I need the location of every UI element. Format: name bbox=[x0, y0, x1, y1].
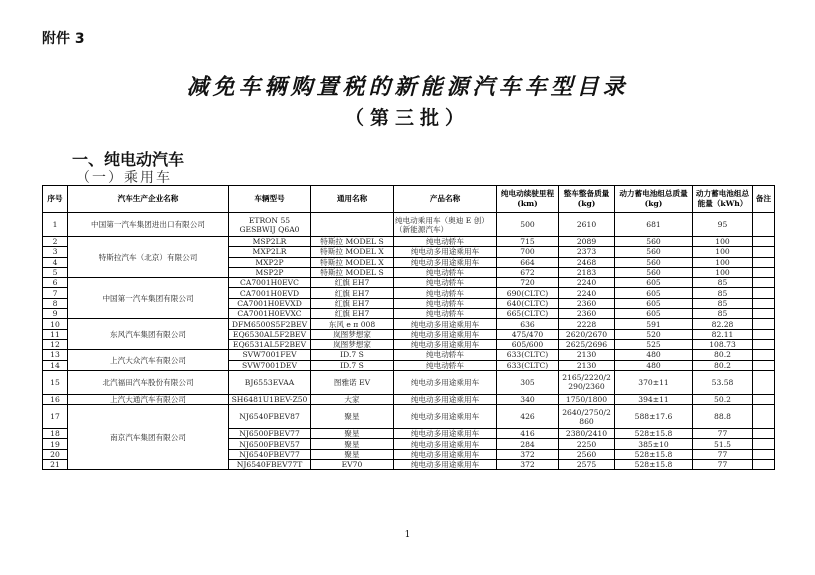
cell-remark bbox=[753, 298, 775, 308]
cell-common-name: 红旗 EH7 bbox=[311, 288, 394, 298]
cell-curb-mass: 2183 bbox=[559, 267, 615, 277]
cell-common-name: 特斯拉 MODEL S bbox=[311, 237, 394, 247]
cell-remark bbox=[753, 213, 775, 237]
cell-battery-energy: 77 bbox=[693, 449, 753, 459]
cell-battery-energy: 100 bbox=[693, 247, 753, 257]
cell-battery-mass: 605 bbox=[615, 309, 693, 319]
cell-model: NJ6500FBEV57 bbox=[229, 439, 311, 449]
cell-common-name: 特斯拉 MODEL S bbox=[311, 267, 394, 277]
cell-range: 690(CLTC) bbox=[497, 288, 559, 298]
cell-curb-mass: 2130 bbox=[559, 350, 615, 360]
header-battery-energy: 动力蓄电池组总能量（kWh） bbox=[693, 186, 753, 213]
cell-remark bbox=[753, 429, 775, 439]
table-row bbox=[43, 213, 775, 237]
document-subtitle: （第三批） bbox=[344, 107, 470, 129]
cell-battery-energy: 85 bbox=[693, 288, 753, 298]
cell-range: 605/600 bbox=[497, 339, 559, 349]
cell-no: 5 bbox=[43, 267, 68, 277]
cell-curb-mass: 2250 bbox=[559, 439, 615, 449]
cell-product: 纯电动轿车 bbox=[394, 298, 497, 308]
cell-curb-mass: 2625/2696 bbox=[559, 339, 615, 349]
cell-no: 1 bbox=[43, 213, 68, 237]
cell-remark bbox=[753, 439, 775, 449]
cell-battery-energy: 50.2 bbox=[693, 394, 753, 404]
cell-battery-energy: 77 bbox=[693, 429, 753, 439]
cell-battery-mass: 370±11 bbox=[615, 370, 693, 394]
cell-no: 7 bbox=[43, 288, 68, 298]
cell-battery-mass: 605 bbox=[615, 288, 693, 298]
cell-no: 2 bbox=[43, 237, 68, 247]
cell-no: 6 bbox=[43, 278, 68, 288]
cell-remark bbox=[753, 237, 775, 247]
cell-curb-mass: 2380/2410 bbox=[559, 429, 615, 439]
cell-no: 4 bbox=[43, 257, 68, 267]
cell-range: 664 bbox=[497, 257, 559, 267]
cell-range: 715 bbox=[497, 237, 559, 247]
cell-battery-mass: 528±15.8 bbox=[615, 449, 693, 459]
cell-range: 640(CLTC) bbox=[497, 298, 559, 308]
cell-product: 纯电动轿车 bbox=[394, 288, 497, 298]
cell-model: ETRON 55 GESBWIJ Q6A0 bbox=[229, 213, 311, 237]
cell-product: 纯电动多用途乘用车 bbox=[394, 439, 497, 449]
cell-model: MXP2P bbox=[229, 257, 311, 267]
cell-battery-mass: 528±15.8 bbox=[615, 460, 693, 470]
cell-range: 475/470 bbox=[497, 329, 559, 339]
cell-remark bbox=[753, 449, 775, 459]
cell-range: 672 bbox=[497, 267, 559, 277]
cell-common-name: ID.7 S bbox=[311, 360, 394, 370]
cell-common-name: 岚图梦想家 bbox=[311, 329, 394, 339]
cell-product: 纯电动多用途乘用车 bbox=[394, 405, 497, 429]
header-common-name: 通用名称 bbox=[311, 186, 394, 213]
cell-product: 纯电动多用途乘用车 bbox=[394, 394, 497, 404]
cell-battery-energy: 51.5 bbox=[693, 439, 753, 449]
cell-no: 16 bbox=[43, 394, 68, 404]
cell-range: 720 bbox=[497, 278, 559, 288]
table-row bbox=[43, 394, 775, 404]
cell-common-name: 特斯拉 MODEL X bbox=[311, 257, 394, 267]
table-header-row bbox=[43, 186, 775, 213]
cell-battery-mass: 525 bbox=[615, 339, 693, 349]
cell-product: 纯电动轿车 bbox=[394, 267, 497, 277]
cell-common-name: 特斯拉 MODEL X bbox=[311, 247, 394, 257]
cell-range: 500 bbox=[497, 213, 559, 237]
cell-no: 9 bbox=[43, 309, 68, 319]
cell-common-name: 大家 bbox=[311, 394, 394, 404]
table-row bbox=[43, 278, 775, 288]
cell-battery-mass: 560 bbox=[615, 267, 693, 277]
cell-battery-mass: 520 bbox=[615, 329, 693, 339]
cell-range: 700 bbox=[497, 247, 559, 257]
page-number: 1 bbox=[404, 530, 411, 540]
cell-no: 19 bbox=[43, 439, 68, 449]
cell-model: MSP2LR bbox=[229, 237, 311, 247]
table-row bbox=[43, 237, 775, 247]
cell-model: MXP2LR bbox=[229, 247, 311, 257]
cell-remark bbox=[753, 405, 775, 429]
cell-curb-mass: 2240 bbox=[559, 288, 615, 298]
cell-curb-mass: 2228 bbox=[559, 319, 615, 329]
cell-model: NJ6540FBEV87 bbox=[229, 405, 311, 429]
cell-battery-energy: 95 bbox=[693, 213, 753, 237]
cell-product: 纯电动乘用车（奥迪 E 创）（新能源汽车） bbox=[394, 213, 497, 237]
cell-battery-energy: 85 bbox=[693, 309, 753, 319]
cell-model: CA7001H0EVD bbox=[229, 288, 311, 298]
cell-model: DFM6500S5F2BEV bbox=[229, 319, 311, 329]
cell-common-name: 红旗 EH7 bbox=[311, 309, 394, 319]
cell-common-name: 聚星 bbox=[311, 449, 394, 459]
cell-battery-mass: 480 bbox=[615, 360, 693, 370]
cell-battery-energy: 85 bbox=[693, 278, 753, 288]
cell-model: CA7001H0EVXC bbox=[229, 309, 311, 319]
header-curb-mass: 整车整备质量(kg) bbox=[559, 186, 615, 213]
cell-remark bbox=[753, 267, 775, 277]
cell-range: 340 bbox=[497, 394, 559, 404]
cell-no: 14 bbox=[43, 360, 68, 370]
cell-curb-mass: 2089 bbox=[559, 237, 615, 247]
cell-battery-mass: 560 bbox=[615, 237, 693, 247]
cell-model: EQ6531AL5F2BEV bbox=[229, 339, 311, 349]
cell-common-name bbox=[311, 213, 394, 237]
cell-battery-energy: 108.73 bbox=[693, 339, 753, 349]
cell-product: 纯电动多用途乘用车 bbox=[394, 449, 497, 459]
cell-battery-mass: 560 bbox=[615, 247, 693, 257]
cell-battery-energy: 53.58 bbox=[693, 370, 753, 394]
cell-remark bbox=[753, 278, 775, 288]
cell-curb-mass: 2360 bbox=[559, 309, 615, 319]
cell-curb-mass: 2575 bbox=[559, 460, 615, 470]
document-title: 减免车辆购置税的新能源汽车车型目录 bbox=[186, 74, 629, 100]
cell-company: 东风汽车集团有限公司 bbox=[68, 319, 229, 350]
cell-curb-mass: 2360 bbox=[559, 298, 615, 308]
cell-battery-energy: 80.2 bbox=[693, 350, 753, 360]
cell-curb-mass: 2610 bbox=[559, 213, 615, 237]
cell-product: 纯电动多用途乘用车 bbox=[394, 319, 497, 329]
cell-product: 纯电动轿车 bbox=[394, 237, 497, 247]
cell-product: 纯电动轿车 bbox=[394, 309, 497, 319]
cell-curb-mass: 2165/2220/2290/2360 bbox=[559, 370, 615, 394]
cell-company: 南京汽车集团有限公司 bbox=[68, 405, 229, 470]
cell-curb-mass: 2373 bbox=[559, 247, 615, 257]
header-remark: 备注 bbox=[753, 186, 775, 213]
section-heading: 一、纯电动汽车 bbox=[72, 150, 185, 169]
cell-battery-mass: 394±11 bbox=[615, 394, 693, 404]
cell-battery-mass: 681 bbox=[615, 213, 693, 237]
cell-battery-energy: 77 bbox=[693, 460, 753, 470]
cell-curb-mass: 2130 bbox=[559, 360, 615, 370]
cell-no: 3 bbox=[43, 247, 68, 257]
cell-battery-energy: 100 bbox=[693, 257, 753, 267]
cell-company: 特斯拉汽车（北京）有限公司 bbox=[68, 237, 229, 278]
cell-company: 上汽大众汽车有限公司 bbox=[68, 350, 229, 371]
cell-battery-mass: 528±15.8 bbox=[615, 429, 693, 439]
cell-range: 416 bbox=[497, 429, 559, 439]
cell-common-name: 聚星 bbox=[311, 439, 394, 449]
cell-no: 15 bbox=[43, 370, 68, 394]
cell-no: 20 bbox=[43, 449, 68, 459]
cell-common-name: 聚星 bbox=[311, 405, 394, 429]
cell-model: SVW7001DEV bbox=[229, 360, 311, 370]
cell-range: 665(CLTC) bbox=[497, 309, 559, 319]
header-product: 产品名称 bbox=[394, 186, 497, 213]
cell-model: NJ6540FBEV77T bbox=[229, 460, 311, 470]
cell-battery-mass: 385±10 bbox=[615, 439, 693, 449]
cell-product: 纯电动轿车 bbox=[394, 360, 497, 370]
cell-common-name: ID.7 S bbox=[311, 350, 394, 360]
cell-remark bbox=[753, 460, 775, 470]
cell-remark bbox=[753, 350, 775, 360]
cell-curb-mass: 2640/2750/2860 bbox=[559, 405, 615, 429]
cell-common-name: 岚图梦想家 bbox=[311, 339, 394, 349]
cell-company: 中国第一汽车集团进出口有限公司 bbox=[68, 213, 229, 237]
cell-battery-mass: 605 bbox=[615, 298, 693, 308]
cell-range: 372 bbox=[497, 460, 559, 470]
header-company: 汽车生产企业名称 bbox=[68, 186, 229, 213]
cell-battery-mass: 588±17.6 bbox=[615, 405, 693, 429]
cell-range: 426 bbox=[497, 405, 559, 429]
header-model: 车辆型号 bbox=[229, 186, 311, 213]
cell-product: 纯电动轿车 bbox=[394, 278, 497, 288]
cell-range: 372 bbox=[497, 449, 559, 459]
cell-product: 纯电动多用途乘用车 bbox=[394, 329, 497, 339]
cell-model: EQ6530AL5F2BEV bbox=[229, 329, 311, 339]
cell-product: 纯电动多用途乘用车 bbox=[394, 257, 497, 267]
cell-curb-mass: 2560 bbox=[559, 449, 615, 459]
cell-battery-energy: 82.11 bbox=[693, 329, 753, 339]
cell-common-name: 东风 e π 008 bbox=[311, 319, 394, 329]
cell-product: 纯电动多用途乘用车 bbox=[394, 429, 497, 439]
cell-product: 纯电动多用途乘用车 bbox=[394, 460, 497, 470]
cell-model: SVW7001FEV bbox=[229, 350, 311, 360]
table-row bbox=[43, 405, 775, 429]
header-no: 序号 bbox=[43, 186, 68, 213]
cell-battery-mass: 605 bbox=[615, 278, 693, 288]
cell-no: 13 bbox=[43, 350, 68, 360]
cell-product: 纯电动多用途乘用车 bbox=[394, 247, 497, 257]
cell-no: 11 bbox=[43, 329, 68, 339]
cell-model: CA7001H0EVC bbox=[229, 278, 311, 288]
table-row bbox=[43, 350, 775, 360]
cell-range: 284 bbox=[497, 439, 559, 449]
cell-no: 10 bbox=[43, 319, 68, 329]
header-battery-mass: 动力蓄电池组总质量(kg) bbox=[615, 186, 693, 213]
cell-model: NJ6540FBEV77 bbox=[229, 449, 311, 459]
cell-remark bbox=[753, 360, 775, 370]
cell-no: 12 bbox=[43, 339, 68, 349]
cell-product: 纯电动轿车 bbox=[394, 350, 497, 360]
cell-battery-energy: 80.2 bbox=[693, 360, 753, 370]
subsection-heading: （一）乘用车 bbox=[76, 170, 172, 186]
cell-common-name: EV70 bbox=[311, 460, 394, 470]
table-row bbox=[43, 319, 775, 329]
cell-common-name: 红旗 EH7 bbox=[311, 278, 394, 288]
cell-battery-mass: 480 bbox=[615, 350, 693, 360]
cell-no: 17 bbox=[43, 405, 68, 429]
cell-range: 305 bbox=[497, 370, 559, 394]
cell-product: 纯电动多用途乘用车 bbox=[394, 370, 497, 394]
cell-remark bbox=[753, 370, 775, 394]
cell-remark bbox=[753, 339, 775, 349]
cell-curb-mass: 2620/2670 bbox=[559, 329, 615, 339]
cell-range: 633(CLTC) bbox=[497, 360, 559, 370]
cell-remark bbox=[753, 257, 775, 267]
cell-remark bbox=[753, 309, 775, 319]
cell-curb-mass: 1750/1800 bbox=[559, 394, 615, 404]
cell-model: SH6481U1BEV-Z50 bbox=[229, 394, 311, 404]
cell-company: 中国第一汽车集团有限公司 bbox=[68, 278, 229, 319]
cell-battery-energy: 100 bbox=[693, 237, 753, 247]
header-range: 纯电动续驶里程(km) bbox=[497, 186, 559, 213]
cell-model: CA7001H0EVXD bbox=[229, 298, 311, 308]
cell-no: 8 bbox=[43, 298, 68, 308]
cell-common-name: 聚星 bbox=[311, 429, 394, 439]
cell-remark bbox=[753, 394, 775, 404]
cell-battery-energy: 88.8 bbox=[693, 405, 753, 429]
cell-remark bbox=[753, 247, 775, 257]
cell-range: 633(CLTC) bbox=[497, 350, 559, 360]
cell-model: MSP2P bbox=[229, 267, 311, 277]
table-row bbox=[43, 370, 775, 394]
cell-remark bbox=[753, 319, 775, 329]
cell-model: NJ6500FBEV77 bbox=[229, 429, 311, 439]
cell-no: 21 bbox=[43, 460, 68, 470]
cell-remark bbox=[753, 329, 775, 339]
cell-battery-energy: 82.28 bbox=[693, 319, 753, 329]
attachment-label: 附件 3 bbox=[42, 31, 85, 47]
vehicle-catalog-table bbox=[42, 185, 775, 470]
cell-curb-mass: 2240 bbox=[559, 278, 615, 288]
cell-model: BJ6553EVAA bbox=[229, 370, 311, 394]
cell-company: 上汽大通汽车有限公司 bbox=[68, 394, 229, 404]
cell-battery-mass: 591 bbox=[615, 319, 693, 329]
cell-company: 北汽福田汽车股份有限公司 bbox=[68, 370, 229, 394]
cell-common-name: 红旗 EH7 bbox=[311, 298, 394, 308]
cell-no: 18 bbox=[43, 429, 68, 439]
cell-battery-energy: 100 bbox=[693, 267, 753, 277]
cell-battery-energy: 85 bbox=[693, 298, 753, 308]
cell-battery-mass: 560 bbox=[615, 257, 693, 267]
cell-remark bbox=[753, 288, 775, 298]
cell-range: 636 bbox=[497, 319, 559, 329]
cell-curb-mass: 2468 bbox=[559, 257, 615, 267]
cell-common-name: 图雅诺 EV bbox=[311, 370, 394, 394]
cell-product: 纯电动多用途乘用车 bbox=[394, 339, 497, 349]
